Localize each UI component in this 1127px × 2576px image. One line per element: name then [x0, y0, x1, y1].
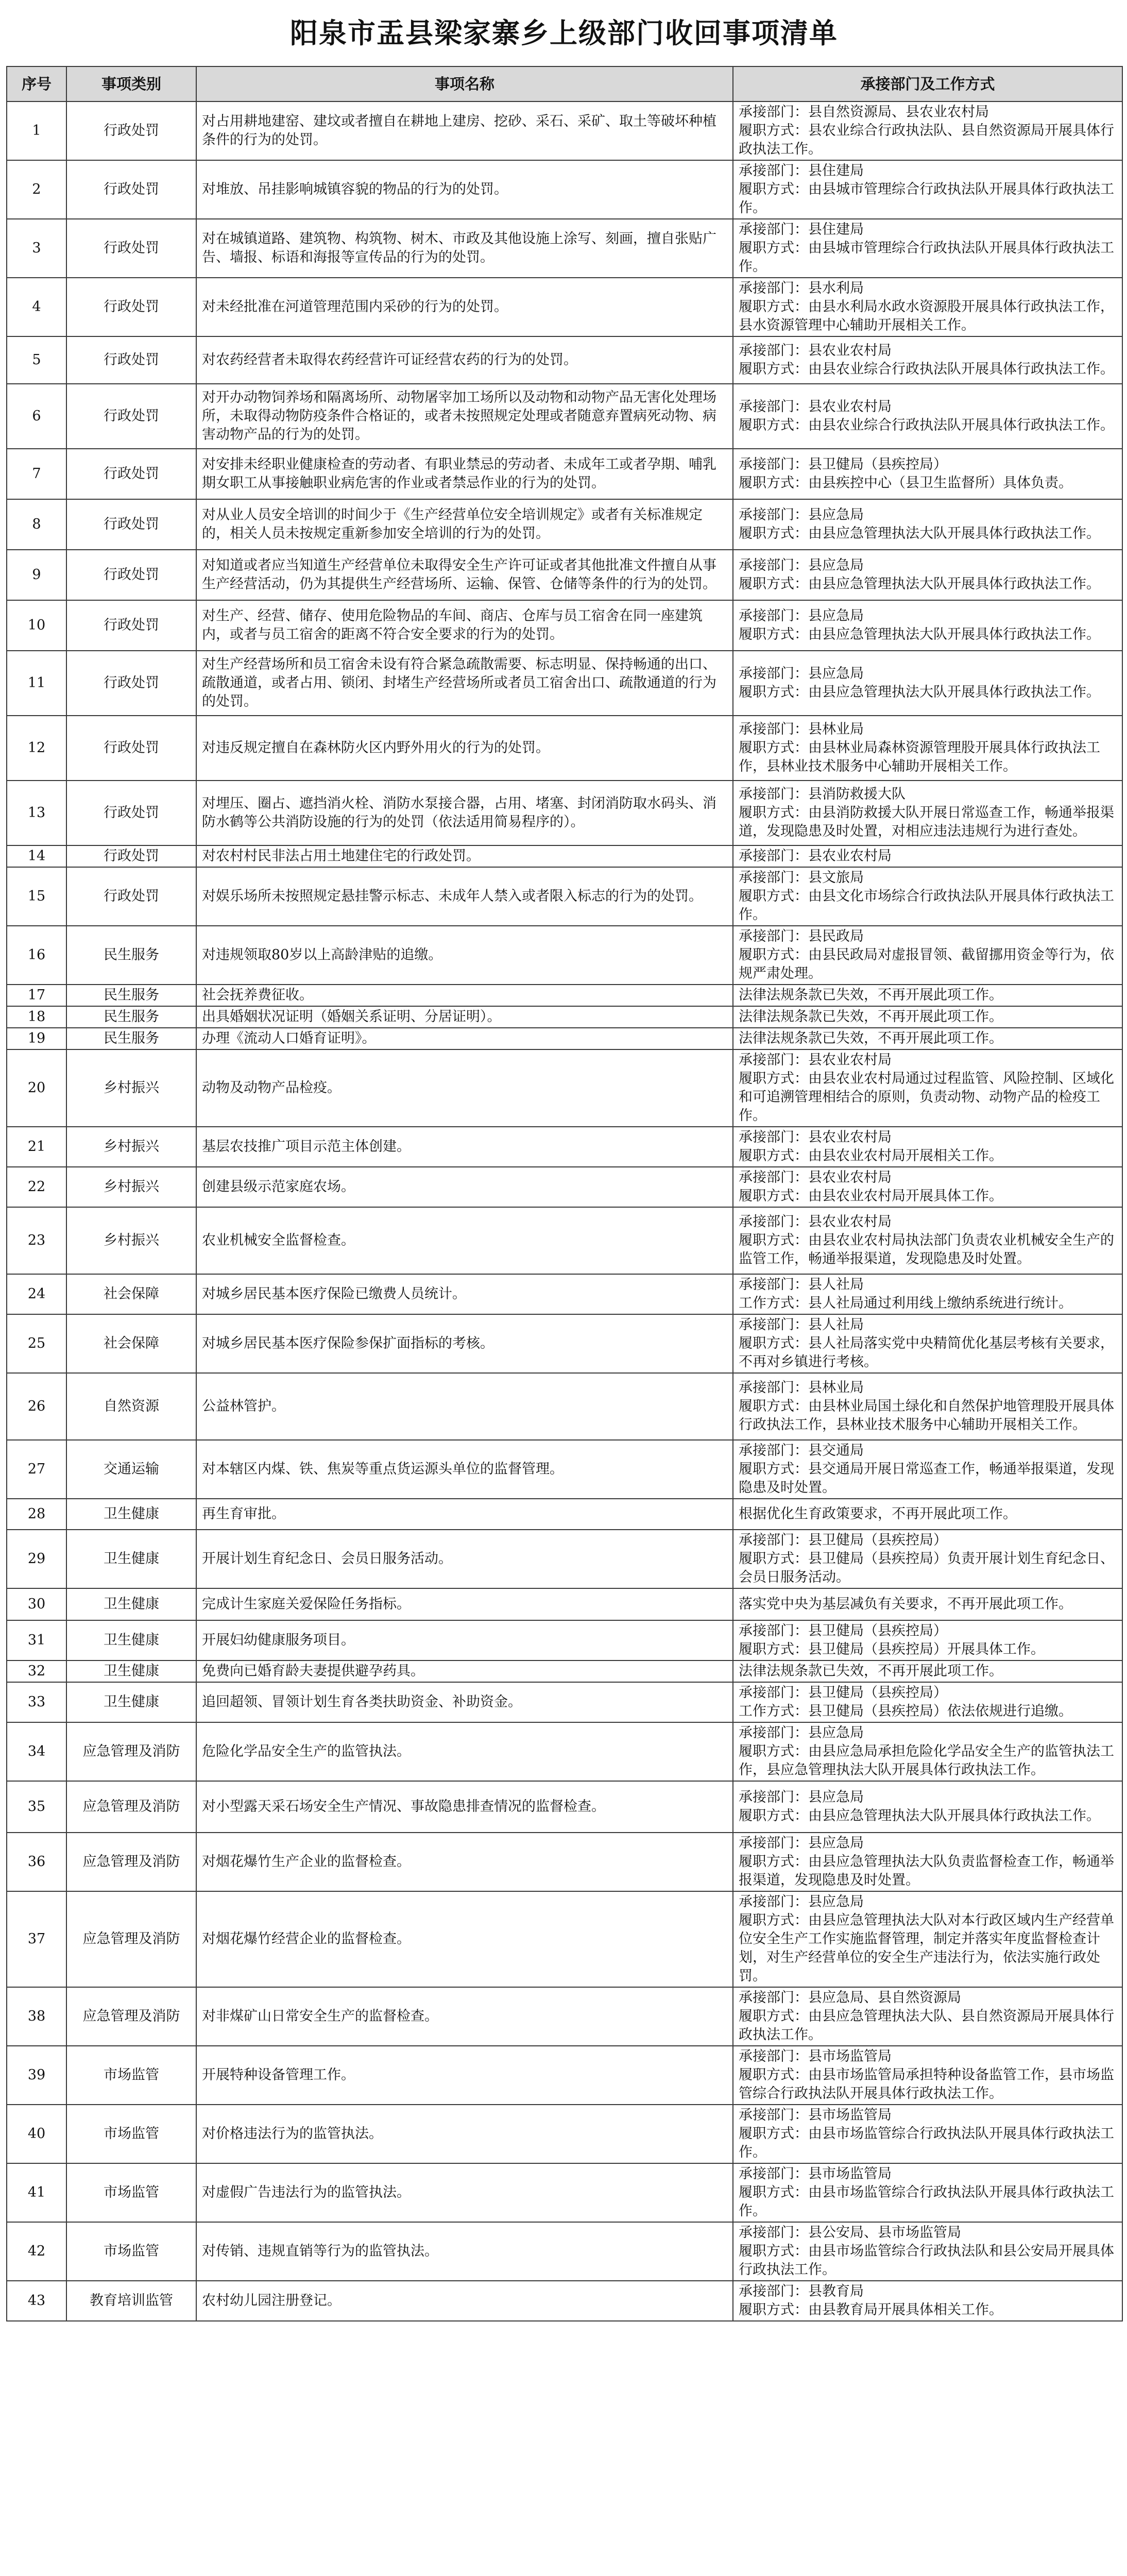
row-category: 应急管理及消防	[66, 1891, 196, 1987]
row-number: 22	[7, 1167, 66, 1207]
table-row	[7, 2163, 1122, 2222]
row-category: 交通运输	[66, 1440, 196, 1499]
row-category: 市场监管	[66, 2105, 196, 2163]
row-item-name: 对烟花爆竹生产企业的监督检查。	[196, 1833, 733, 1891]
row-number: 31	[7, 1620, 66, 1660]
table-row	[7, 2105, 1122, 2163]
row-category: 社会保障	[66, 1314, 196, 1373]
row-category: 行政处罚	[66, 384, 196, 449]
table-row	[7, 2046, 1122, 2105]
row-department: 承接部门：县应急局 履职方式：由县应急管理执法大队开展具体行政执法工作。	[733, 651, 1122, 716]
row-category: 卫生健康	[66, 1620, 196, 1660]
row-department: 法律法规条款已失效，不再开展此项工作。	[733, 1660, 1122, 1682]
row-item-name: 对农药经营者未取得农药经营许可证经营农药的行为的处罚。	[196, 336, 733, 384]
row-number: 33	[7, 1682, 66, 1722]
row-item-name: 开展计划生育纪念日、会员日服务活动。	[196, 1530, 733, 1588]
row-number: 28	[7, 1499, 66, 1530]
row-item-name: 对娱乐场所未按照规定悬挂警示标志、未成年人禁入或者限入标志的行为的处罚。	[196, 867, 733, 926]
row-number: 36	[7, 1833, 66, 1891]
row-category: 行政处罚	[66, 867, 196, 926]
row-department: 承接部门：县应急局、县自然资源局 履职方式：由县应急管理执法大队、县自然资源局开展具体行政执法工作。	[733, 1987, 1122, 2046]
row-category: 卫生健康	[66, 1660, 196, 1682]
row-number: 15	[7, 867, 66, 926]
row-number: 3	[7, 219, 66, 278]
row-department: 承接部门：县住建局 履职方式：由县城市管理综合行政执法队开展具体行政执法工作。	[733, 219, 1122, 278]
row-item-name: 动物及动物产品检疫。	[196, 1049, 733, 1127]
row-number: 27	[7, 1440, 66, 1499]
row-number: 16	[7, 926, 66, 985]
row-category: 市场监管	[66, 2046, 196, 2105]
row-item-name: 农业机械安全监督检查。	[196, 1207, 733, 1274]
row-department: 根据优化生育政策要求，不再开展此项工作。	[733, 1499, 1122, 1530]
row-item-name: 开展特种设备管理工作。	[196, 2046, 733, 2105]
row-item-name: 对价格违法行为的监管执法。	[196, 2105, 733, 2163]
table-row	[7, 1440, 1122, 1499]
row-category: 应急管理及消防	[66, 1781, 196, 1833]
table-row	[7, 160, 1122, 219]
row-category: 民生服务	[66, 1006, 196, 1028]
row-number: 35	[7, 1781, 66, 1833]
row-number: 4	[7, 278, 66, 336]
row-number: 12	[7, 716, 66, 781]
row-category: 行政处罚	[66, 845, 196, 867]
row-category: 民生服务	[66, 926, 196, 985]
table-row	[7, 651, 1122, 716]
row-item-name: 对占用耕地建窑、建坟或者擅自在耕地上建房、挖砂、采石、采矿、取土等破坏种植条件的行为的处罚。	[196, 101, 733, 160]
row-category: 行政处罚	[66, 219, 196, 278]
row-category: 应急管理及消防	[66, 1833, 196, 1891]
row-item-name: 出具婚姻状况证明（婚姻关系证明、分居证明）。	[196, 1006, 733, 1028]
row-item-name: 免费向已婚育龄夫妻提供避孕药具。	[196, 1660, 733, 1682]
header-item-name: 事项名称	[196, 66, 733, 101]
table-row	[7, 926, 1122, 985]
row-category: 乡村振兴	[66, 1127, 196, 1167]
row-department: 承接部门：县人社局 履职方式：县人社局落实党中央精简优化基层考核有关要求，不再对乡镇进行考核。	[733, 1314, 1122, 1373]
table-row	[7, 1028, 1122, 1049]
row-department: 承接部门：县市场监管局 履职方式：由县市场监管局承担特种设备监管工作，县市场监管综合行政执法队开展具体行政执法工作。	[733, 2046, 1122, 2105]
table-row	[7, 845, 1122, 867]
row-item-name: 公益林管护。	[196, 1373, 733, 1440]
row-item-name: 对小型露天采石场安全生产情况、事故隐患排查情况的监督检查。	[196, 1781, 733, 1833]
row-item-name: 对安排未经职业健康检查的劳动者、有职业禁忌的劳动者、未成年工或者孕期、哺乳期女职工从事接触职业病危害的作业或者禁忌作业的行为的处罚。	[196, 449, 733, 499]
row-item-name: 对在城镇道路、建筑物、构筑物、树木、市政及其他设施上涂写、刻画，擅自张贴广告、墙报、标语和海报等宣传品的行为的处罚。	[196, 219, 733, 278]
row-item-name: 对城乡居民基本医疗保险已缴费人员统计。	[196, 1274, 733, 1314]
table-row	[7, 716, 1122, 781]
row-item-name: 基层农技推广项目示范主体创建。	[196, 1127, 733, 1167]
table-row	[7, 1127, 1122, 1167]
table-row	[7, 1891, 1122, 1987]
row-item-name: 社会抚养费征收。	[196, 985, 733, 1006]
row-department: 承接部门：县农业农村局 履职方式：由县农业农村局执法部门负责农业机械安全生产的监管工作，畅通举报渠道，发现隐患及时处置。	[733, 1207, 1122, 1274]
header-department: 承接部门及工作方式	[733, 66, 1122, 101]
table-row	[7, 1987, 1122, 2046]
table-row	[7, 600, 1122, 651]
row-item-name: 对生产经营场所和员工宿舍未设有符合紧急疏散需要、标志明显、保持畅通的出口、疏散通道，或者占用、锁闭、封堵生产经营场所或者员工宿舍出口、疏散通道的行为的处罚。	[196, 651, 733, 716]
table-row	[7, 101, 1122, 160]
row-item-name: 对未经批准在河道管理范围内采砂的行为的处罚。	[196, 278, 733, 336]
row-number: 30	[7, 1588, 66, 1620]
row-department: 承接部门：县应急局 履职方式：由县应急管理执法大队开展具体行政执法工作。	[733, 1781, 1122, 1833]
row-category: 行政处罚	[66, 550, 196, 600]
row-category: 行政处罚	[66, 781, 196, 845]
row-item-name: 对知道或者应当知道生产经营单位未取得安全生产许可证或者其他批准文件擅自从事生产经营活动，仍为其提供生产经营场所、运输、保管、仓储等条件的行为的处罚。	[196, 550, 733, 600]
row-item-name: 对违规领取80岁以上高龄津贴的追缴。	[196, 926, 733, 985]
row-department: 承接部门：县农业农村局 履职方式：由县农业农村局开展具体工作。	[733, 1167, 1122, 1207]
row-department: 承接部门：县卫健局（县疾控局） 履职方式：县卫健局（县疾控局）负责开展计划生育纪念日、会员日服务活动。	[733, 1530, 1122, 1588]
row-item-name: 农村幼儿园注册登记。	[196, 2281, 733, 2321]
row-category: 乡村振兴	[66, 1207, 196, 1274]
row-category: 乡村振兴	[66, 1049, 196, 1127]
table-row	[7, 1373, 1122, 1440]
table-row	[7, 1530, 1122, 1588]
row-category: 自然资源	[66, 1373, 196, 1440]
row-number: 13	[7, 781, 66, 845]
row-number: 43	[7, 2281, 66, 2321]
row-number: 6	[7, 384, 66, 449]
table-row	[7, 449, 1122, 499]
row-department: 承接部门：县农业农村局	[733, 845, 1122, 867]
row-department: 承接部门：县文旅局 履职方式：由县文化市场综合行政执法队开展具体行政执法工作。	[733, 867, 1122, 926]
row-department: 承接部门：县应急局 履职方式：由县应急管理执法大队开展具体行政执法工作。	[733, 550, 1122, 600]
row-number: 38	[7, 1987, 66, 2046]
row-department: 承接部门：县公安局、县市场监管局 履职方式：由县市场监管综合行政执法队和县公安局开展具体行政执法工作。	[733, 2222, 1122, 2281]
row-department: 承接部门：县教育局 履职方式：由县教育局开展具体相关工作。	[733, 2281, 1122, 2321]
row-item-name: 对本辖区内煤、铁、焦炭等重点货运源头单位的监督管理。	[196, 1440, 733, 1499]
row-department: 承接部门：县农业农村局 履职方式：由县农业农村局开展相关工作。	[733, 1127, 1122, 1167]
row-number: 1	[7, 101, 66, 160]
row-department: 承接部门：县卫健局（县疾控局） 工作方式：县卫健局（县疾控局）依法依规进行追缴。	[733, 1682, 1122, 1722]
table-row	[7, 1499, 1122, 1530]
row-category: 行政处罚	[66, 600, 196, 651]
table-row	[7, 1781, 1122, 1833]
row-department: 承接部门：县市场监管局 履职方式：由县市场监管综合行政执法队开展具体行政执法工作。	[733, 2163, 1122, 2222]
row-category: 行政处罚	[66, 499, 196, 550]
row-department: 承接部门：县人社局 工作方式：县人社局通过利用线上缴纳系统进行统计。	[733, 1274, 1122, 1314]
row-category: 行政处罚	[66, 278, 196, 336]
row-number: 34	[7, 1722, 66, 1781]
table-body	[7, 101, 1122, 2321]
row-category: 行政处罚	[66, 101, 196, 160]
row-number: 18	[7, 1006, 66, 1028]
row-number: 23	[7, 1207, 66, 1274]
row-category: 行政处罚	[66, 716, 196, 781]
row-number: 8	[7, 499, 66, 550]
row-number: 7	[7, 449, 66, 499]
row-category: 民生服务	[66, 1028, 196, 1049]
row-item-name: 办理《流动人口婚育证明》。	[196, 1028, 733, 1049]
row-department: 承接部门：县卫健局（县疾控局） 履职方式：由县疾控中心（县卫生监督所）具体负责。	[733, 449, 1122, 499]
row-category: 市场监管	[66, 2222, 196, 2281]
row-number: 11	[7, 651, 66, 716]
row-department: 法律法规条款已失效，不再开展此项工作。	[733, 1028, 1122, 1049]
row-item-name: 对烟花爆竹经营企业的监督检查。	[196, 1891, 733, 1987]
table-row	[7, 1167, 1122, 1207]
row-department: 承接部门：县农业农村局 履职方式：由县农业综合行政执法队开展具体行政执法工作。	[733, 384, 1122, 449]
table-row	[7, 336, 1122, 384]
table-row	[7, 1682, 1122, 1722]
table-row	[7, 1660, 1122, 1682]
row-category: 卫生健康	[66, 1499, 196, 1530]
row-number: 2	[7, 160, 66, 219]
row-department: 承接部门：县应急局 履职方式：由县应急管理执法大队开展具体行政执法工作。	[733, 499, 1122, 550]
row-number: 10	[7, 600, 66, 651]
row-number: 14	[7, 845, 66, 867]
row-department: 承接部门：县自然资源局、县农业农村局 履职方式：县农业综合行政执法队、县自然资源局开展具体行政执法工作。	[733, 101, 1122, 160]
row-category: 行政处罚	[66, 336, 196, 384]
table-row	[7, 1006, 1122, 1028]
row-number: 17	[7, 985, 66, 1006]
row-item-name: 对违反规定擅自在森林防火区内野外用火的行为的处罚。	[196, 716, 733, 781]
page-title: 阳泉市盂县梁家寨乡上级部门收回事项清单	[290, 16, 838, 49]
header-number: 序号	[7, 66, 66, 101]
row-item-name: 对开办动物饲养场和隔离场所、动物屠宰加工场所以及动物和动物产品无害化处理场所，未取得动物防疫条件合格证的，或者未按照规定处理或者随意弃置病死动物、病害动物产品的行为的处罚。	[196, 384, 733, 449]
table-row	[7, 781, 1122, 845]
table-row	[7, 867, 1122, 926]
table-row	[7, 1314, 1122, 1373]
table-row	[7, 2222, 1122, 2281]
row-number: 40	[7, 2105, 66, 2163]
table-row	[7, 1207, 1122, 1274]
table-row	[7, 1722, 1122, 1781]
row-category: 行政处罚	[66, 449, 196, 499]
row-number: 37	[7, 1891, 66, 1987]
table-row	[7, 1620, 1122, 1660]
row-department: 承接部门：县农业农村局 履职方式：由县农业综合行政执法队开展具体行政执法工作。	[733, 336, 1122, 384]
table-row	[7, 550, 1122, 600]
row-number: 26	[7, 1373, 66, 1440]
row-item-name: 对生产、经营、储存、使用危险物品的车间、商店、仓库与员工宿舍在同一座建筑内，或者与员工宿舍的距离不符合安全要求的行为的处罚。	[196, 600, 733, 651]
table-row	[7, 2281, 1122, 2321]
row-department: 落实党中央为基层减负有关要求，不再开展此项工作。	[733, 1588, 1122, 1620]
table-row	[7, 985, 1122, 1006]
row-item-name: 对非煤矿山日常安全生产的监督检查。	[196, 1987, 733, 2046]
row-category: 卫生健康	[66, 1588, 196, 1620]
row-number: 9	[7, 550, 66, 600]
table-row	[7, 219, 1122, 278]
row-department: 法律法规条款已失效，不再开展此项工作。	[733, 985, 1122, 1006]
row-number: 20	[7, 1049, 66, 1127]
row-item-name: 对传销、违规直销等行为的监管执法。	[196, 2222, 733, 2281]
row-number: 39	[7, 2046, 66, 2105]
row-category: 应急管理及消防	[66, 1722, 196, 1781]
row-category: 乡村振兴	[66, 1167, 196, 1207]
row-department: 承接部门：县交通局 履职方式：县交通局开展日常巡查工作，畅通举报渠道，发现隐患及时处置。	[733, 1440, 1122, 1499]
row-item-name: 对虚假广告违法行为的监管执法。	[196, 2163, 733, 2222]
row-department: 承接部门：县应急局 履职方式：由县应急管理执法大队开展具体行政执法工作。	[733, 600, 1122, 651]
table-row	[7, 1274, 1122, 1314]
row-category: 民生服务	[66, 985, 196, 1006]
items-table	[6, 66, 1123, 2321]
row-number: 41	[7, 2163, 66, 2222]
row-department: 承接部门：县应急局 履职方式：由县应急管理执法大队对本行政区域内生产经营单位安全生产工作实施监督管理，制定并落实年度监督检查计划，对生产经营单位的安全生产违法行为，依法实施行政处罚。	[733, 1891, 1122, 1987]
row-department: 承接部门：县农业农村局 履职方式：由县农业农村局通过过程监管、风险控制、区域化和可追溯管理相结合的原则，负责动物、动物产品的检疫工作。	[733, 1049, 1122, 1127]
row-item-name: 对城乡居民基本医疗保险参保扩面指标的考核。	[196, 1314, 733, 1373]
row-number: 21	[7, 1127, 66, 1167]
row-department: 承接部门：县市场监管局 履职方式：由县市场监管综合行政执法队开展具体行政执法工作。	[733, 2105, 1122, 2163]
table-row	[7, 1588, 1122, 1620]
row-category: 社会保障	[66, 1274, 196, 1314]
row-category: 行政处罚	[66, 651, 196, 716]
row-item-name: 创建县级示范家庭农场。	[196, 1167, 733, 1207]
table-row	[7, 499, 1122, 550]
row-number: 25	[7, 1314, 66, 1373]
row-category: 卫生健康	[66, 1530, 196, 1588]
row-department: 承接部门：县林业局 履职方式：由县林业局国土绿化和自然保护地管理股开展具体行政执法工作，县林业技术服务中心辅助开展相关工作。	[733, 1373, 1122, 1440]
table-row	[7, 384, 1122, 449]
row-item-name: 开展妇幼健康服务项目。	[196, 1620, 733, 1660]
row-number: 32	[7, 1660, 66, 1682]
row-item-name: 危险化学品安全生产的监管执法。	[196, 1722, 733, 1781]
row-item-name: 再生育审批。	[196, 1499, 733, 1530]
row-number: 19	[7, 1028, 66, 1049]
row-department: 承接部门：县水利局 履职方式：由县水利局水政水资源股开展具体行政执法工作，县水资源管理中心辅助开展相关工作。	[733, 278, 1122, 336]
row-number: 29	[7, 1530, 66, 1588]
row-number: 24	[7, 1274, 66, 1314]
row-department: 承接部门：县民政局 履职方式：由县民政局对虚报冒领、截留挪用资金等行为，依规严肃处理。	[733, 926, 1122, 985]
table-header-row	[7, 66, 1122, 101]
row-department: 承接部门：县卫健局（县疾控局） 履职方式：县卫健局（县疾控局）开展具体工作。	[733, 1620, 1122, 1660]
row-department: 承接部门：县应急局 履职方式：由县应急管理执法大队负责监督检查工作，畅通举报渠道，发现隐患及时处置。	[733, 1833, 1122, 1891]
row-category: 行政处罚	[66, 160, 196, 219]
table-row	[7, 1049, 1122, 1127]
row-item-name: 对农村村民非法占用土地建住宅的行政处罚。	[196, 845, 733, 867]
row-item-name: 完成计生家庭关爱保险任务指标。	[196, 1588, 733, 1620]
row-number: 42	[7, 2222, 66, 2281]
row-department: 承接部门：县应急局 履职方式：由县应急局承担危险化学品安全生产的监管执法工作，县应急管理执法大队开展具体行政执法工作。	[733, 1722, 1122, 1781]
row-item-name: 对堆放、吊挂影响城镇容貌的物品的行为的处罚。	[196, 160, 733, 219]
row-department: 承接部门：县消防救援大队 履职方式：由县消防救援大队开展日常巡查工作，畅通举报渠道，发现隐患及时处置，对相应违法违规行为进行查处。	[733, 781, 1122, 845]
header-category: 事项类别	[66, 66, 196, 101]
row-item-name: 对从业人员安全培训的时间少于《生产经营单位安全培训规定》或者有关标准规定的，相关人员未按规定重新参加安全培训的行为的处罚。	[196, 499, 733, 550]
row-category: 卫生健康	[66, 1682, 196, 1722]
row-category: 应急管理及消防	[66, 1987, 196, 2046]
row-category: 市场监管	[66, 2163, 196, 2222]
row-number: 5	[7, 336, 66, 384]
row-department: 法律法规条款已失效，不再开展此项工作。	[733, 1006, 1122, 1028]
row-category: 教育培训监管	[66, 2281, 196, 2321]
row-department: 承接部门：县林业局 履职方式：由县林业局森林资源管理股开展具体行政执法工作，县林业技术服务中心辅助开展相关工作。	[733, 716, 1122, 781]
table-row	[7, 1833, 1122, 1891]
row-item-name: 对埋压、圈占、遮挡消火栓、消防水泵接合器，占用、堵塞、封闭消防取水码头、消防水鹤等公共消防设施的行为的处罚（依法适用简易程序的）。	[196, 781, 733, 845]
row-item-name: 追回超领、冒领计划生育各类扶助资金、补助资金。	[196, 1682, 733, 1722]
table-row	[7, 278, 1122, 336]
row-department: 承接部门：县住建局 履职方式：由县城市管理综合行政执法队开展具体行政执法工作。	[733, 160, 1122, 219]
